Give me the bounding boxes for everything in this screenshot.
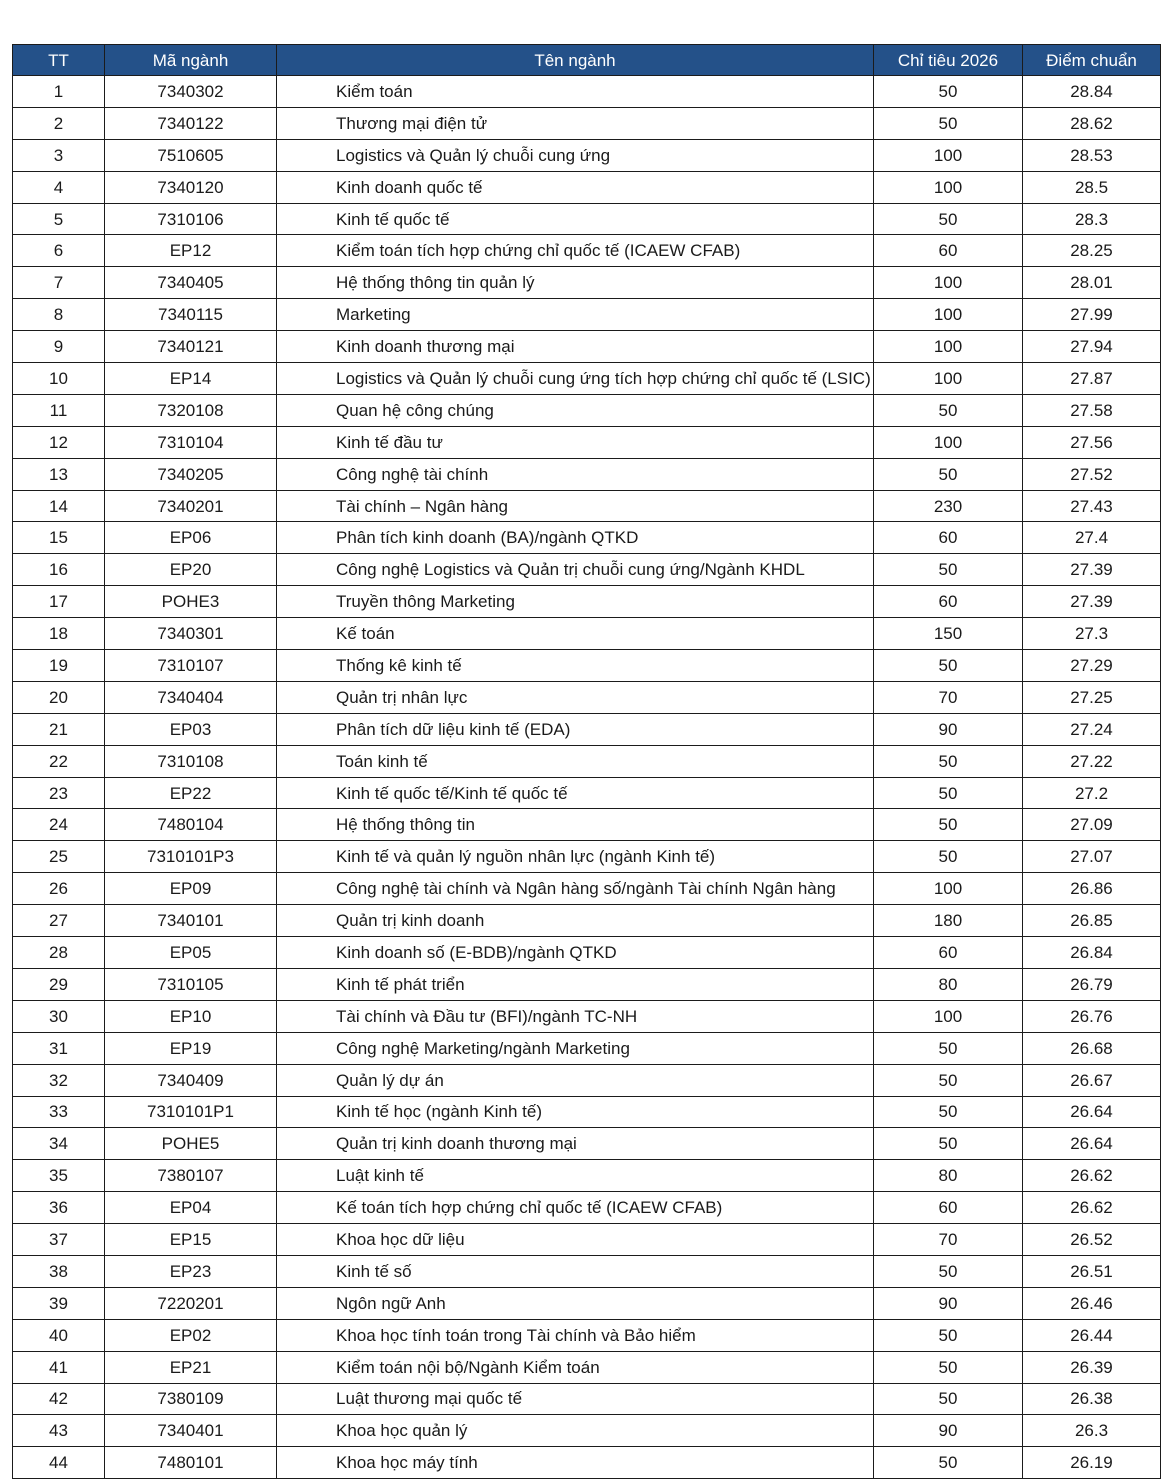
cell-tt: 19: [13, 650, 105, 682]
cell-cutoff-score: 28.01: [1023, 267, 1161, 299]
table-row: [13, 76, 1161, 108]
cell-cutoff-score: 26.84: [1023, 937, 1161, 969]
header-major-name: Tên ngành: [277, 45, 874, 76]
cell-major-code: 7340122: [105, 107, 277, 139]
cell-cutoff-score: 26.86: [1023, 873, 1161, 905]
cell-cutoff-score: 27.99: [1023, 299, 1161, 331]
cell-tt: 24: [13, 809, 105, 841]
cell-quota: 80: [874, 968, 1023, 1000]
cell-major-code: 7310107: [105, 650, 277, 682]
cell-major-name: Logistics và Quản lý chuỗi cung ứng: [277, 139, 874, 171]
cell-quota: 50: [874, 1383, 1023, 1415]
cell-major-code: POHE3: [105, 586, 277, 618]
cell-quota: 230: [874, 490, 1023, 522]
cell-cutoff-score: 27.3: [1023, 618, 1161, 650]
cell-major-name: Kinh doanh quốc tế: [277, 171, 874, 203]
table-row: [13, 681, 1161, 713]
cell-tt: 36: [13, 1192, 105, 1224]
table-row: [13, 267, 1161, 299]
cell-major-name: Khoa học dữ liệu: [277, 1224, 874, 1256]
table-row: [13, 1383, 1161, 1415]
table-row: [13, 1160, 1161, 1192]
cell-major-name: Ngôn ngữ Anh: [277, 1287, 874, 1319]
cell-cutoff-score: 27.43: [1023, 490, 1161, 522]
cell-tt: 4: [13, 171, 105, 203]
cell-major-name: Kiểm toán: [277, 76, 874, 108]
cell-major-name: Công nghệ tài chính và Ngân hàng số/ngành Tài chính Ngân hàng: [277, 873, 874, 905]
cell-tt: 40: [13, 1319, 105, 1351]
table-row: [13, 1415, 1161, 1447]
cell-major-name: Công nghệ tài chính: [277, 458, 874, 490]
cell-quota: 60: [874, 937, 1023, 969]
cell-tt: 1: [13, 76, 105, 108]
cell-cutoff-score: 26.85: [1023, 905, 1161, 937]
cell-major-name: Tài chính – Ngân hàng: [277, 490, 874, 522]
table-row: [13, 905, 1161, 937]
table-row: [13, 171, 1161, 203]
cell-major-name: Kinh tế đầu tư: [277, 426, 874, 458]
cell-tt: 25: [13, 841, 105, 873]
cell-major-code: 7310106: [105, 203, 277, 235]
cell-quota: 150: [874, 618, 1023, 650]
cell-quota: 50: [874, 650, 1023, 682]
cell-cutoff-score: 27.24: [1023, 713, 1161, 745]
cell-major-code: POHE5: [105, 1128, 277, 1160]
cell-major-code: 7340201: [105, 490, 277, 522]
cell-major-name: Công nghệ Logistics và Quản trị chuỗi cung ứng/Ngành KHDL: [277, 554, 874, 586]
table-row: [13, 937, 1161, 969]
cell-cutoff-score: 26.52: [1023, 1224, 1161, 1256]
cell-quota: 50: [874, 554, 1023, 586]
cell-cutoff-score: 27.22: [1023, 745, 1161, 777]
cell-major-name: Truyền thông Marketing: [277, 586, 874, 618]
cell-quota: 60: [874, 235, 1023, 267]
cell-tt: 16: [13, 554, 105, 586]
cell-tt: 13: [13, 458, 105, 490]
cell-quota: 90: [874, 713, 1023, 745]
cell-tt: 11: [13, 394, 105, 426]
cell-major-code: EP21: [105, 1351, 277, 1383]
table-row: [13, 1096, 1161, 1128]
cell-quota: 90: [874, 1415, 1023, 1447]
table-row: [13, 586, 1161, 618]
cell-cutoff-score: 27.09: [1023, 809, 1161, 841]
cell-major-name: Quản trị kinh doanh thương mại: [277, 1128, 874, 1160]
cell-major-code: 7510605: [105, 139, 277, 171]
admission-score-table: [12, 44, 1161, 1479]
cell-cutoff-score: 28.53: [1023, 139, 1161, 171]
cell-quota: 100: [874, 331, 1023, 363]
table-row: [13, 554, 1161, 586]
cell-major-name: Kinh doanh số (E-BDB)/ngành QTKD: [277, 937, 874, 969]
cell-cutoff-score: 27.4: [1023, 522, 1161, 554]
cell-major-code: 7340120: [105, 171, 277, 203]
cell-tt: 7: [13, 267, 105, 299]
cell-cutoff-score: 27.29: [1023, 650, 1161, 682]
cell-quota: 60: [874, 522, 1023, 554]
cell-major-code: EP05: [105, 937, 277, 969]
table-row: [13, 426, 1161, 458]
cell-tt: 18: [13, 618, 105, 650]
cell-major-code: 7340401: [105, 1415, 277, 1447]
cell-tt: 31: [13, 1032, 105, 1064]
cell-tt: 20: [13, 681, 105, 713]
cell-cutoff-score: 28.5: [1023, 171, 1161, 203]
table-row: [13, 363, 1161, 395]
cell-major-name: Khoa học máy tính: [277, 1447, 874, 1479]
cell-quota: 50: [874, 1096, 1023, 1128]
cell-cutoff-score: 27.2: [1023, 777, 1161, 809]
cell-tt: 23: [13, 777, 105, 809]
cell-quota: 100: [874, 426, 1023, 458]
table-row: [13, 650, 1161, 682]
cell-tt: 32: [13, 1064, 105, 1096]
cell-tt: 26: [13, 873, 105, 905]
cell-major-code: EP22: [105, 777, 277, 809]
cell-major-code: 7340301: [105, 618, 277, 650]
table-row: [13, 490, 1161, 522]
cell-tt: 44: [13, 1447, 105, 1479]
table-row: [13, 1032, 1161, 1064]
cell-cutoff-score: 26.62: [1023, 1192, 1161, 1224]
cell-tt: 41: [13, 1351, 105, 1383]
table-row: [13, 139, 1161, 171]
table-row: [13, 745, 1161, 777]
cell-cutoff-score: 26.38: [1023, 1383, 1161, 1415]
cell-major-name: Luật kinh tế: [277, 1160, 874, 1192]
cell-tt: 28: [13, 937, 105, 969]
cell-tt: 35: [13, 1160, 105, 1192]
cell-tt: 15: [13, 522, 105, 554]
cell-cutoff-score: 28.3: [1023, 203, 1161, 235]
cell-major-name: Quan hệ công chúng: [277, 394, 874, 426]
cell-cutoff-score: 26.44: [1023, 1319, 1161, 1351]
table-row: [13, 618, 1161, 650]
cell-cutoff-score: 26.19: [1023, 1447, 1161, 1479]
cell-quota: 100: [874, 267, 1023, 299]
header-tt: TT: [13, 45, 105, 76]
cell-cutoff-score: 27.39: [1023, 586, 1161, 618]
cell-major-name: Thương mại điện tử: [277, 107, 874, 139]
table-row: [13, 1000, 1161, 1032]
table-row: [13, 968, 1161, 1000]
cell-major-name: Toán kinh tế: [277, 745, 874, 777]
cell-tt: 14: [13, 490, 105, 522]
cell-major-name: Marketing: [277, 299, 874, 331]
cell-cutoff-score: 26.51: [1023, 1255, 1161, 1287]
cell-major-name: Quản lý dự án: [277, 1064, 874, 1096]
table-row: [13, 331, 1161, 363]
cell-cutoff-score: 26.62: [1023, 1160, 1161, 1192]
cell-tt: 27: [13, 905, 105, 937]
cell-cutoff-score: 27.56: [1023, 426, 1161, 458]
cell-cutoff-score: 26.3: [1023, 1415, 1161, 1447]
cell-tt: 10: [13, 363, 105, 395]
cell-major-code: 7340405: [105, 267, 277, 299]
cell-major-code: 7310104: [105, 426, 277, 458]
table-row: [13, 1255, 1161, 1287]
cell-major-code: 7220201: [105, 1287, 277, 1319]
cell-major-code: EP04: [105, 1192, 277, 1224]
cell-major-code: 7380109: [105, 1383, 277, 1415]
cell-tt: 29: [13, 968, 105, 1000]
cell-major-code: 7320108: [105, 394, 277, 426]
cell-tt: 43: [13, 1415, 105, 1447]
cell-tt: 34: [13, 1128, 105, 1160]
table-row: [13, 458, 1161, 490]
cell-major-code: 7340404: [105, 681, 277, 713]
cell-tt: 22: [13, 745, 105, 777]
cell-cutoff-score: 26.64: [1023, 1096, 1161, 1128]
cell-quota: 100: [874, 171, 1023, 203]
cell-cutoff-score: 28.84: [1023, 76, 1161, 108]
cell-major-code: EP06: [105, 522, 277, 554]
cell-tt: 39: [13, 1287, 105, 1319]
cell-cutoff-score: 27.52: [1023, 458, 1161, 490]
cell-quota: 50: [874, 1128, 1023, 1160]
table-row: [13, 107, 1161, 139]
table-row: [13, 1319, 1161, 1351]
table-row: [13, 522, 1161, 554]
cell-major-name: Thống kê kinh tế: [277, 650, 874, 682]
cell-cutoff-score: 28.62: [1023, 107, 1161, 139]
cell-major-name: Kế toán tích hợp chứng chỉ quốc tế (ICAEW CFAB): [277, 1192, 874, 1224]
cell-cutoff-score: 27.58: [1023, 394, 1161, 426]
cell-cutoff-score: 26.76: [1023, 1000, 1161, 1032]
cell-major-name: Kinh tế và quản lý nguồn nhân lực (ngành Kinh tế): [277, 841, 874, 873]
cell-quota: 90: [874, 1287, 1023, 1319]
cell-major-code: EP10: [105, 1000, 277, 1032]
cell-tt: 37: [13, 1224, 105, 1256]
cell-major-name: Tài chính và Đầu tư (BFI)/ngành TC-NH: [277, 1000, 874, 1032]
cell-tt: 9: [13, 331, 105, 363]
header-row: [13, 45, 1161, 76]
cell-tt: 42: [13, 1383, 105, 1415]
cell-major-code: 7340205: [105, 458, 277, 490]
cell-quota: 100: [874, 873, 1023, 905]
cell-major-name: Kiểm toán nội bộ/Ngành Kiểm toán: [277, 1351, 874, 1383]
cell-major-code: EP23: [105, 1255, 277, 1287]
cell-tt: 33: [13, 1096, 105, 1128]
cell-major-code: 7340101: [105, 905, 277, 937]
cell-quota: 100: [874, 363, 1023, 395]
cell-major-name: Kinh doanh thương mại: [277, 331, 874, 363]
cell-major-code: 7380107: [105, 1160, 277, 1192]
cell-major-name: Kế toán: [277, 618, 874, 650]
cell-quota: 60: [874, 1192, 1023, 1224]
cell-tt: 38: [13, 1255, 105, 1287]
cell-major-code: 7340115: [105, 299, 277, 331]
cell-major-code: 7310108: [105, 745, 277, 777]
cell-quota: 60: [874, 586, 1023, 618]
cell-major-code: 7340302: [105, 76, 277, 108]
cell-major-name: Công nghệ Marketing/ngành Marketing: [277, 1032, 874, 1064]
table-row: [13, 873, 1161, 905]
cell-quota: 70: [874, 681, 1023, 713]
cell-cutoff-score: 26.39: [1023, 1351, 1161, 1383]
cell-major-code: EP19: [105, 1032, 277, 1064]
cell-quota: 70: [874, 1224, 1023, 1256]
cell-tt: 30: [13, 1000, 105, 1032]
table-row: [13, 1064, 1161, 1096]
cell-cutoff-score: 27.25: [1023, 681, 1161, 713]
cell-major-name: Phân tích dữ liệu kinh tế (EDA): [277, 713, 874, 745]
cell-tt: 5: [13, 203, 105, 235]
table-row: [13, 809, 1161, 841]
cell-cutoff-score: 27.39: [1023, 554, 1161, 586]
cell-cutoff-score: 28.25: [1023, 235, 1161, 267]
cell-major-name: Quản trị nhân lực: [277, 681, 874, 713]
cell-major-code: EP14: [105, 363, 277, 395]
cell-major-name: Kinh tế phát triển: [277, 968, 874, 1000]
cell-major-name: Khoa học quản lý: [277, 1415, 874, 1447]
cell-quota: 100: [874, 1000, 1023, 1032]
table-row: [13, 203, 1161, 235]
cell-major-name: Kinh tế số: [277, 1255, 874, 1287]
table-row: [13, 1128, 1161, 1160]
cell-major-name: Hệ thống thông tin quản lý: [277, 267, 874, 299]
cell-tt: 6: [13, 235, 105, 267]
table-row: [13, 1192, 1161, 1224]
cell-tt: 12: [13, 426, 105, 458]
cell-quota: 50: [874, 841, 1023, 873]
cell-major-code: EP03: [105, 713, 277, 745]
cell-major-name: Kiểm toán tích hợp chứng chỉ quốc tế (ICAEW CFAB): [277, 235, 874, 267]
cell-major-name: Phân tích kinh doanh (BA)/ngành QTKD: [277, 522, 874, 554]
table-row: [13, 235, 1161, 267]
table-row: [13, 1224, 1161, 1256]
table-row: [13, 713, 1161, 745]
header-major-code: Mã ngành: [105, 45, 277, 76]
table-row: [13, 1287, 1161, 1319]
cell-major-code: EP09: [105, 873, 277, 905]
cell-quota: 50: [874, 1032, 1023, 1064]
admission-table-sheet: [12, 44, 1160, 1479]
table-row: [13, 777, 1161, 809]
cell-major-code: 7310101P3: [105, 841, 277, 873]
cell-cutoff-score: 27.87: [1023, 363, 1161, 395]
cell-tt: 2: [13, 107, 105, 139]
cell-major-name: Logistics và Quản lý chuỗi cung ứng tích hợp chứng chỉ quốc tế (LSIC): [277, 363, 874, 395]
cell-major-code: EP15: [105, 1224, 277, 1256]
header-quota: Chỉ tiêu 2026: [874, 45, 1023, 76]
cell-quota: 50: [874, 394, 1023, 426]
cell-cutoff-score: 26.64: [1023, 1128, 1161, 1160]
cell-tt: 8: [13, 299, 105, 331]
cell-major-name: Khoa học tính toán trong Tài chính và Bảo hiểm: [277, 1319, 874, 1351]
cell-major-code: 7340409: [105, 1064, 277, 1096]
header-cutoff-score: Điểm chuẩn: [1023, 45, 1161, 76]
cell-cutoff-score: 26.67: [1023, 1064, 1161, 1096]
cell-major-code: 7340121: [105, 331, 277, 363]
cell-major-name: Quản trị kinh doanh: [277, 905, 874, 937]
cell-tt: 17: [13, 586, 105, 618]
cell-quota: 50: [874, 107, 1023, 139]
cell-cutoff-score: 27.94: [1023, 331, 1161, 363]
table-body: [13, 76, 1161, 1479]
cell-major-code: EP20: [105, 554, 277, 586]
cell-quota: 50: [874, 1351, 1023, 1383]
cell-quota: 50: [874, 809, 1023, 841]
cell-quota: 100: [874, 139, 1023, 171]
cell-major-code: 7480104: [105, 809, 277, 841]
cell-major-code: 7310105: [105, 968, 277, 1000]
table-row: [13, 841, 1161, 873]
cell-major-code: EP02: [105, 1319, 277, 1351]
cell-major-name: Hệ thống thông tin: [277, 809, 874, 841]
cell-quota: 50: [874, 458, 1023, 490]
cell-major-name: Luật thương mại quốc tế: [277, 1383, 874, 1415]
cell-quota: 80: [874, 1160, 1023, 1192]
cell-quota: 50: [874, 777, 1023, 809]
cell-tt: 21: [13, 713, 105, 745]
table-row: [13, 394, 1161, 426]
cell-cutoff-score: 26.79: [1023, 968, 1161, 1000]
cell-major-name: Kinh tế quốc tế: [277, 203, 874, 235]
cell-quota: 50: [874, 1064, 1023, 1096]
cell-major-name: Kinh tế học (ngành Kinh tế): [277, 1096, 874, 1128]
cell-quota: 50: [874, 1255, 1023, 1287]
cell-quota: 50: [874, 203, 1023, 235]
cell-cutoff-score: 26.46: [1023, 1287, 1161, 1319]
table-row: [13, 1351, 1161, 1383]
table-header: [13, 45, 1161, 76]
cell-major-name: Kinh tế quốc tế/Kinh tế quốc tế: [277, 777, 874, 809]
cell-quota: 50: [874, 745, 1023, 777]
cell-quota: 50: [874, 1447, 1023, 1479]
cell-cutoff-score: 26.68: [1023, 1032, 1161, 1064]
cell-quota: 50: [874, 1319, 1023, 1351]
cell-tt: 3: [13, 139, 105, 171]
cell-quota: 50: [874, 76, 1023, 108]
cell-major-code: 7480101: [105, 1447, 277, 1479]
cell-quota: 180: [874, 905, 1023, 937]
cell-major-code: 7310101P1: [105, 1096, 277, 1128]
table-row: [13, 299, 1161, 331]
cell-quota: 100: [874, 299, 1023, 331]
cell-major-code: EP12: [105, 235, 277, 267]
cell-cutoff-score: 27.07: [1023, 841, 1161, 873]
